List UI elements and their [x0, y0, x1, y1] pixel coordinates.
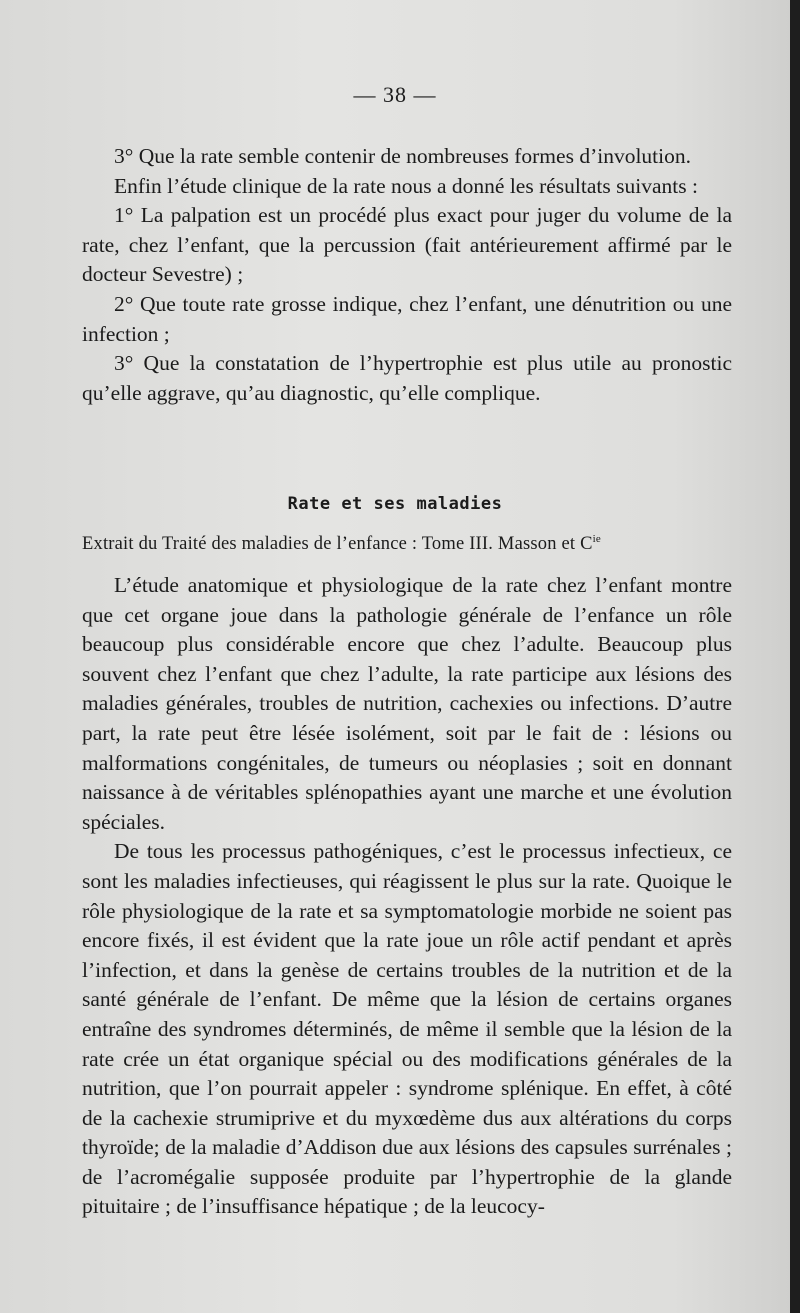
extract-superscript: ie — [592, 533, 601, 545]
paragraph: 3° Que la constatation de l’hypertrophie est plus utile au pronostic qu’elle aggrave, qu’au diagnostic, qu’elle complique. — [82, 351, 732, 405]
paragraph: Enfin l’étude clinique de la rate nous a donné les résultats suivants : — [114, 173, 698, 198]
page-edge — [790, 0, 800, 1313]
paragraph: 2° Que toute rate grosse indique, chez l’enfant, une dénutrition ou une infection ; — [82, 291, 732, 346]
extract-reference — [82, 533, 732, 555]
paragraph: 3° Que la rate semble contenir de nombreuses formes d’involution. — [114, 144, 691, 168]
paragraph: 1° La palpation est un procédé plus exact pour juger du volume de la rate, chez l’enfant, que la percussion (fait antérieurement affirmé par le docteur Sevestre) ; — [82, 203, 732, 287]
section-heading: Rate et ses maladies — [287, 494, 503, 514]
page-number: — 38 — — [353, 82, 437, 107]
paragraph: De tous les processus pathogéniques, c’est le processus infectieux, ce sont les maladies infectieuses, qui réagissent le plus sur la rate. Quoique le rôle physiologique de la rate et sa symptomatologie morbide ne soient pas encore fixés, il est évident que la rate joue un rôle actif pendant et après l’infection, et dans la genèse de certains troubles de la nutrition et de la santé générale de l’enfant. De même que la lésion de certains organes entraîne des syndromes déterminés, de même il semble que la lésion de la rate crée un état organique spécial ou des modifications générales de la nutrition, que l’on pourrait appeler : syndrome splénique. En effet, à côté de la cachexie strumiprive et du myxœdème dus aux altérations du corps thyroïde; de la maladie d’Addison due aux lésions des capsules surrénales ; de l’acromégalie supposée produite par l’hypertrophie de la glande pituitaire ; de l’insuffisance hépatique ; de la leucocy- — [82, 839, 732, 1219]
body-text-block — [82, 571, 732, 1222]
extract-text: Extrait du Traité des maladies de l’enfance : Tome III. Masson et C — [82, 534, 593, 555]
paragraph: L’étude anatomique et physiologique de la rate chez l’enfant montre que cet organe joue dans la pathologie générale de l’enfance un rôle beaucoup plus considérable encore que chez l’adulte. Beaucoup plus souvent chez l’enfant que chez l’adulte, la rate participe aux lésions des maladies générales, troubles de nutrition, cachexies ou infections. D’autre part, la rate peut être lésée isolément, soit par le fait de : lésions ou malformations congénitales, de tumeurs ou néoplasies ; soit en donnant naissance à de véritables splénopathies ayant une marche et une évolution spéciales. — [82, 573, 732, 834]
intro-text-block — [82, 142, 732, 408]
